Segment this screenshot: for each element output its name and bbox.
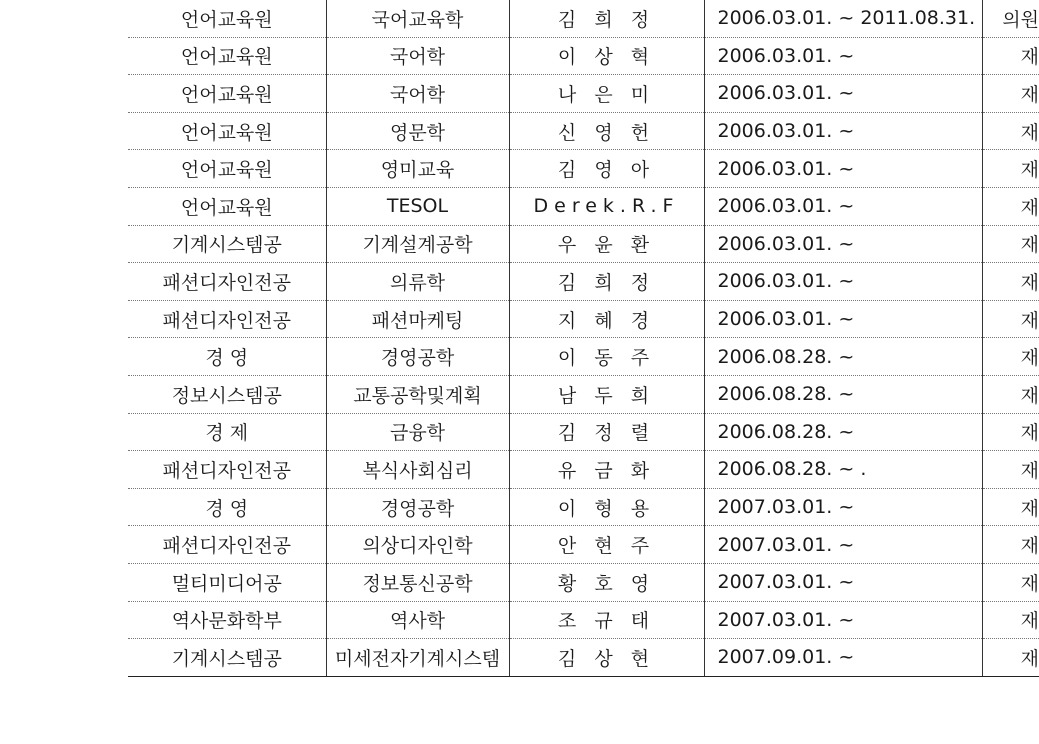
department-cell: 언어교육원	[128, 37, 326, 75]
table-row	[128, 300, 1039, 338]
major-cell: TESOL	[326, 187, 509, 225]
table-row	[128, 375, 1039, 413]
status-cell: 재	[982, 187, 1039, 225]
major-cell: 영미교육	[326, 150, 509, 188]
appointment-period-cell: 2007.03.01. ~	[704, 601, 982, 639]
department-cell: 패션디자인전공	[128, 300, 326, 338]
appointment-period-cell: 2007.03.01. ~	[704, 563, 982, 601]
faculty-name-cell: 이 형 용	[509, 488, 704, 526]
faculty-name-cell: 이 상 혁	[509, 37, 704, 75]
status-cell: 재	[982, 526, 1039, 564]
table-row	[128, 37, 1039, 75]
appointment-period-cell: 2006.03.01. ~	[704, 187, 982, 225]
major-cell: 역사학	[326, 601, 509, 639]
appointment-period-cell: 2006.03.01. ~	[704, 300, 982, 338]
faculty-name-cell: 지 혜 경	[509, 300, 704, 338]
faculty-name-cell: 나 은 미	[509, 75, 704, 113]
department-cell: 언어교육원	[128, 0, 326, 37]
status-cell: 재	[982, 601, 1039, 639]
faculty-name-cell: 안 현 주	[509, 526, 704, 564]
faculty-name-cell: 김 상 현	[509, 639, 704, 677]
table-row	[128, 526, 1039, 564]
major-cell: 정보통신공학	[326, 563, 509, 601]
status-cell: 재	[982, 300, 1039, 338]
major-cell: 국어교육학	[326, 0, 509, 37]
status-cell: 재	[982, 375, 1039, 413]
appointment-period-cell: 2006.03.01. ~	[704, 75, 982, 113]
major-cell: 금융학	[326, 413, 509, 451]
major-cell: 복식사회심리	[326, 451, 509, 489]
appointment-period-cell: 2006.03.01. ~	[704, 225, 982, 263]
appointment-period-cell: 2007.03.01. ~	[704, 526, 982, 564]
department-cell: 패션디자인전공	[128, 451, 326, 489]
major-cell: 경영공학	[326, 488, 509, 526]
table-row	[128, 0, 1039, 37]
appointment-period-cell: 2006.08.28. ~	[704, 375, 982, 413]
status-cell: 재	[982, 263, 1039, 301]
appointment-period-cell: 2006.03.01. ~	[704, 112, 982, 150]
major-cell: 의류학	[326, 263, 509, 301]
appointment-period-cell: 2006.03.01. ~	[704, 263, 982, 301]
major-cell: 기계설계공학	[326, 225, 509, 263]
faculty-name-cell: 유 금 화	[509, 451, 704, 489]
faculty-name-cell: 남 두 희	[509, 375, 704, 413]
department-cell: 경 영	[128, 488, 326, 526]
faculty-name-cell: 김 희 정	[509, 263, 704, 301]
status-cell: 재	[982, 451, 1039, 489]
major-cell: 영문학	[326, 112, 509, 150]
major-cell: 미세전자기계시스템	[326, 639, 509, 677]
faculty-name-cell: 우 윤 환	[509, 225, 704, 263]
department-cell: 언어교육원	[128, 150, 326, 188]
appointment-period-cell: 2006.03.01. ~ 2011.08.31.	[704, 0, 982, 37]
table-row	[128, 563, 1039, 601]
status-cell: 재	[982, 75, 1039, 113]
status-cell: 재	[982, 225, 1039, 263]
appointment-period-cell: 2006.08.28. ~ .	[704, 451, 982, 489]
table-row	[128, 112, 1039, 150]
faculty-name-cell: 김 정 렬	[509, 413, 704, 451]
faculty-name-cell: 김 영 아	[509, 150, 704, 188]
department-cell: 경 영	[128, 338, 326, 376]
major-cell: 의상디자인학	[326, 526, 509, 564]
status-cell: 재	[982, 150, 1039, 188]
table-row	[128, 338, 1039, 376]
status-cell: 재	[982, 37, 1039, 75]
department-cell: 기계시스템공	[128, 225, 326, 263]
appointment-period-cell: 2007.03.01. ~	[704, 488, 982, 526]
major-cell: 국어학	[326, 37, 509, 75]
appointment-period-cell: 2006.08.28. ~	[704, 413, 982, 451]
major-cell: 교통공학및계획	[326, 375, 509, 413]
status-cell: 재	[982, 413, 1039, 451]
table-row	[128, 150, 1039, 188]
department-cell: 경 제	[128, 413, 326, 451]
status-cell: 재	[982, 338, 1039, 376]
appointment-period-cell: 2006.03.01. ~	[704, 150, 982, 188]
table-row	[128, 451, 1039, 489]
table-row	[128, 187, 1039, 225]
major-cell: 경영공학	[326, 338, 509, 376]
faculty-name-cell: Derek.R.F	[509, 187, 704, 225]
major-cell: 패션마케팅	[326, 300, 509, 338]
appointment-period-cell: 2006.08.28. ~	[704, 338, 982, 376]
appointment-period-cell: 2006.03.01. ~	[704, 37, 982, 75]
department-cell: 역사문화학부	[128, 601, 326, 639]
appointment-period-cell: 2007.09.01. ~	[704, 639, 982, 677]
department-cell: 패션디자인전공	[128, 263, 326, 301]
table-row	[128, 75, 1039, 113]
table-row	[128, 601, 1039, 639]
table-row	[128, 413, 1039, 451]
major-cell: 국어학	[326, 75, 509, 113]
status-cell: 재	[982, 639, 1039, 677]
department-cell: 정보시스템공	[128, 375, 326, 413]
department-cell: 언어교육원	[128, 112, 326, 150]
table-row	[128, 225, 1039, 263]
faculty-name-cell: 이 동 주	[509, 338, 704, 376]
status-cell: 재	[982, 488, 1039, 526]
department-cell: 패션디자인전공	[128, 526, 326, 564]
faculty-name-cell: 신 영 헌	[509, 112, 704, 150]
table-row	[128, 639, 1039, 677]
faculty-name-cell: 황 호 영	[509, 563, 704, 601]
status-cell: 재	[982, 112, 1039, 150]
status-cell: 재	[982, 563, 1039, 601]
table-row	[128, 488, 1039, 526]
status-cell: 의원	[982, 0, 1039, 37]
department-cell: 멀티미디어공	[128, 563, 326, 601]
department-cell: 기계시스템공	[128, 639, 326, 677]
table-row	[128, 263, 1039, 301]
table-body	[128, 0, 1039, 676]
department-cell: 언어교육원	[128, 187, 326, 225]
faculty-name-cell: 조 규 태	[509, 601, 704, 639]
faculty-name-cell: 김 희 정	[509, 0, 704, 37]
department-cell: 언어교육원	[128, 75, 326, 113]
faculty-table	[128, 0, 1039, 677]
